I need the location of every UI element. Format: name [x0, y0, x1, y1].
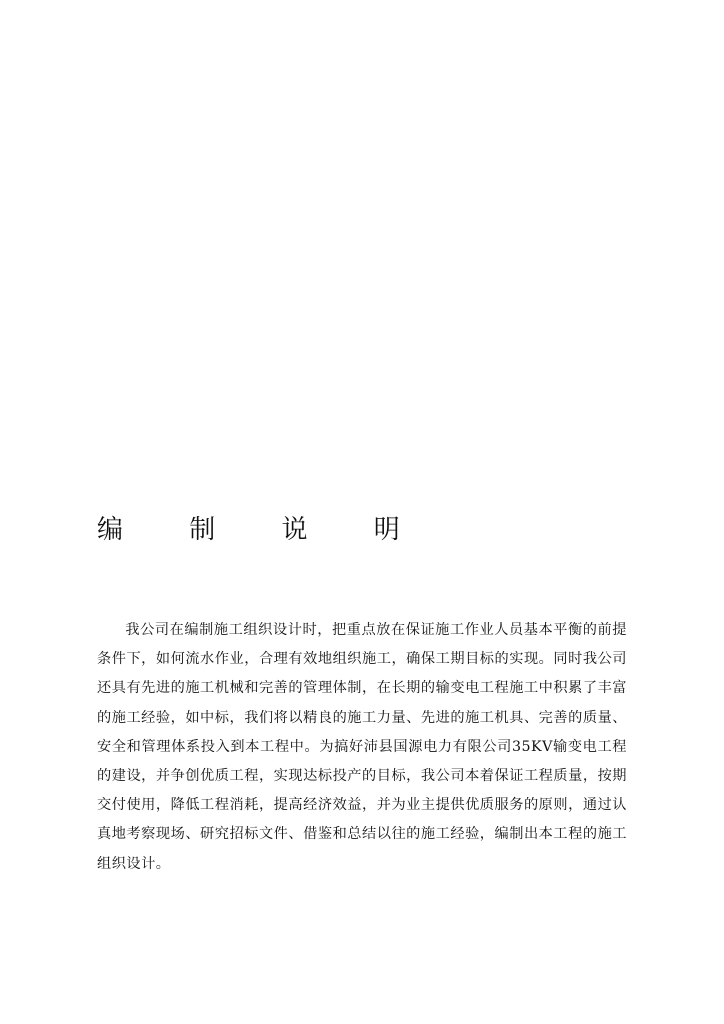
document-heading: 编 制 说 明 [97, 515, 429, 545]
body-paragraph: 我公司在编制施工组织设计时，把重点放在保证施工作业人员基本平衡的前提条件下，如何流水作业，合理有效地组织施工，确保工期目标的实现。同时我公司还具有先进的施工机械和完善的管理体制，在长期的输变电工程施工中积累了丰富的施工经验，如中标，我们将以精良的施工力量、先进的施工机具、完善的质量、安全和管理体系投入到本工程中。为搞好沛县国源电力有限公司35KV输变电工程的建设，并争创优质工程，实现达标投产的目标，我公司本着保证工程质量，按期交付使用，降低工程消耗，提高经济效益，并为业主提供优质服务的原则，通过认真地考察现场、研究招标文件、借鉴和总结以往的施工经验，编制出本工程的施工组织设计。 [97, 622, 627, 872]
